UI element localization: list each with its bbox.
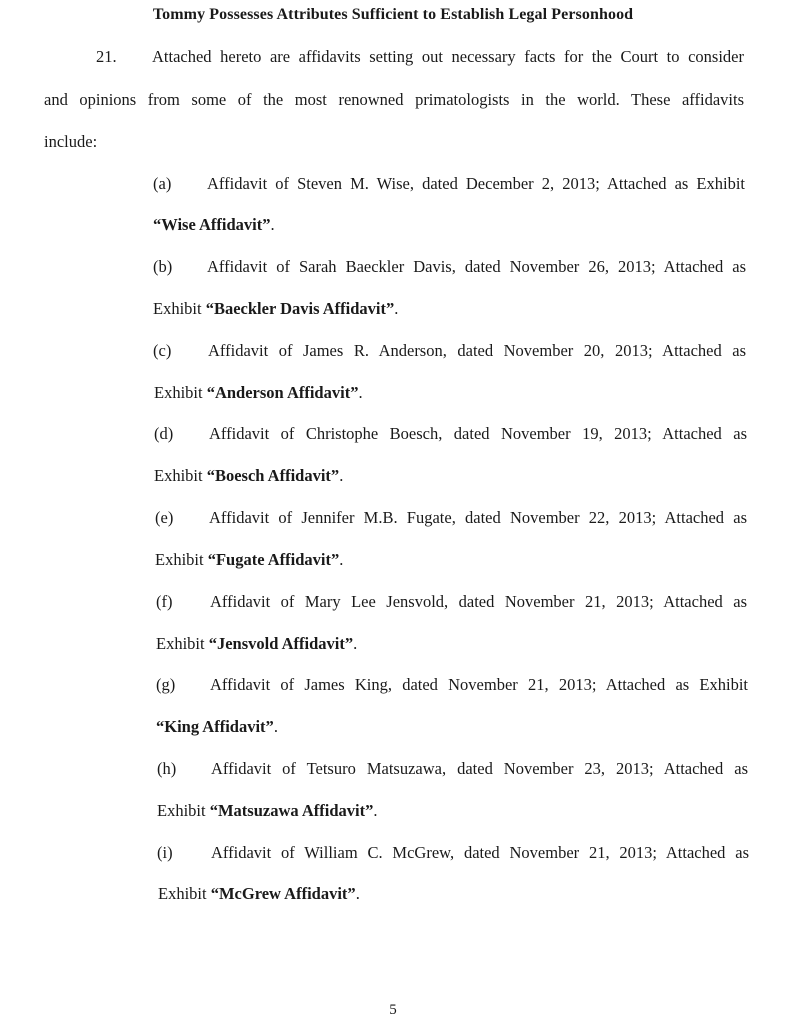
item-text: Affidavit of Mary Lee Jensvold, dated November 21, 2013; Attached as <box>210 592 747 611</box>
exhibit-name: “King Affidavit” <box>156 717 274 736</box>
item-text: Affidavit of Christophe Boesch, dated November 19, 2013; Attached as <box>209 424 747 443</box>
exhibit-line <box>155 550 343 570</box>
item-text: Affidavit of Jennifer M.B. Fugate, dated November 22, 2013; Attached as <box>209 508 747 527</box>
item-letter: (h) <box>157 759 177 778</box>
item-letter: (f) <box>156 592 173 611</box>
item-letter: (c) <box>153 341 172 360</box>
list-item <box>0 508 786 530</box>
item-text: Affidavit of Tetsuro Matsuzawa, dated November 23, 2013; Attached as <box>211 759 748 778</box>
exhibit-prefix: Exhibit <box>155 550 208 569</box>
exhibit-prefix: Exhibit <box>158 884 211 903</box>
exhibit-line <box>157 801 377 821</box>
item-letter: (a) <box>153 174 172 193</box>
exhibit-name: “Wise Affidavit” <box>153 215 271 234</box>
exhibit-suffix: . <box>353 634 358 653</box>
exhibit-suffix: . <box>373 801 378 820</box>
item-letter: (g) <box>156 675 176 694</box>
paragraph-number: 21. <box>96 47 117 66</box>
exhibit-suffix: . <box>339 466 344 485</box>
exhibit-line <box>156 634 357 654</box>
exhibit-name: “Baeckler Davis Affidavit” <box>205 299 395 318</box>
item-letter: (e) <box>155 508 174 527</box>
exhibit-name: “Anderson Affidavit” <box>206 383 359 402</box>
exhibit-suffix: . <box>394 299 399 318</box>
exhibit-suffix: . <box>358 383 363 402</box>
exhibit-prefix: Exhibit <box>153 299 206 318</box>
paragraph-line-1: Attached hereto are affidavits setting out necessary facts for the Court to consider <box>152 47 744 66</box>
exhibit-line <box>158 884 360 904</box>
exhibit-line <box>153 215 275 235</box>
item-text: Affidavit of Steven M. Wise, dated December 2, 2013; Attached as Exhibit <box>207 174 745 193</box>
exhibit-line <box>154 466 343 486</box>
exhibit-line <box>156 717 278 737</box>
list-item <box>0 257 786 279</box>
list-item <box>0 843 786 865</box>
list-item <box>0 759 786 781</box>
list-item <box>0 592 786 614</box>
list-item <box>0 675 786 697</box>
item-letter: (d) <box>154 424 174 443</box>
exhibit-name: “McGrew Affidavit” <box>210 884 356 903</box>
exhibit-prefix: Exhibit <box>154 466 207 485</box>
section-heading: Tommy Possesses Attributes Sufficient to Establish Legal Personhood <box>152 6 634 23</box>
exhibit-name: “Jensvold Affidavit” <box>208 634 354 653</box>
list-item <box>0 424 786 446</box>
item-letter: (i) <box>157 843 173 862</box>
paragraph-line-2: and opinions from some of the most renowned primatologists in the world. These affidavits <box>44 90 744 109</box>
item-letter: (b) <box>153 257 173 276</box>
exhibit-suffix: . <box>270 215 275 234</box>
item-text: Affidavit of James R. Anderson, dated November 20, 2013; Attached as <box>208 341 746 360</box>
exhibit-line <box>153 299 398 319</box>
list-item <box>0 174 786 196</box>
exhibit-line <box>154 383 363 403</box>
exhibit-suffix: . <box>355 884 360 903</box>
paragraph-line-3: include: <box>44 132 98 151</box>
item-text: Affidavit of Sarah Baeckler Davis, dated November 26, 2013; Attached as <box>207 257 746 276</box>
exhibit-prefix: Exhibit <box>154 383 207 402</box>
exhibit-name: “Fugate Affidavit” <box>207 550 340 569</box>
exhibit-prefix: Exhibit <box>157 801 210 820</box>
page-number: 5 <box>389 1002 397 1018</box>
exhibit-name: “Matsuzawa Affidavit” <box>209 801 374 820</box>
item-text: Affidavit of William C. McGrew, dated November 21, 2013; Attached as <box>211 843 749 862</box>
exhibit-prefix: Exhibit <box>156 634 209 653</box>
exhibit-name: “Boesch Affidavit” <box>206 466 340 485</box>
exhibit-suffix: . <box>339 550 344 569</box>
list-item <box>0 341 786 363</box>
item-text: Affidavit of James King, dated November 21, 2013; Attached as Exhibit <box>210 675 748 694</box>
exhibit-suffix: . <box>273 717 278 736</box>
